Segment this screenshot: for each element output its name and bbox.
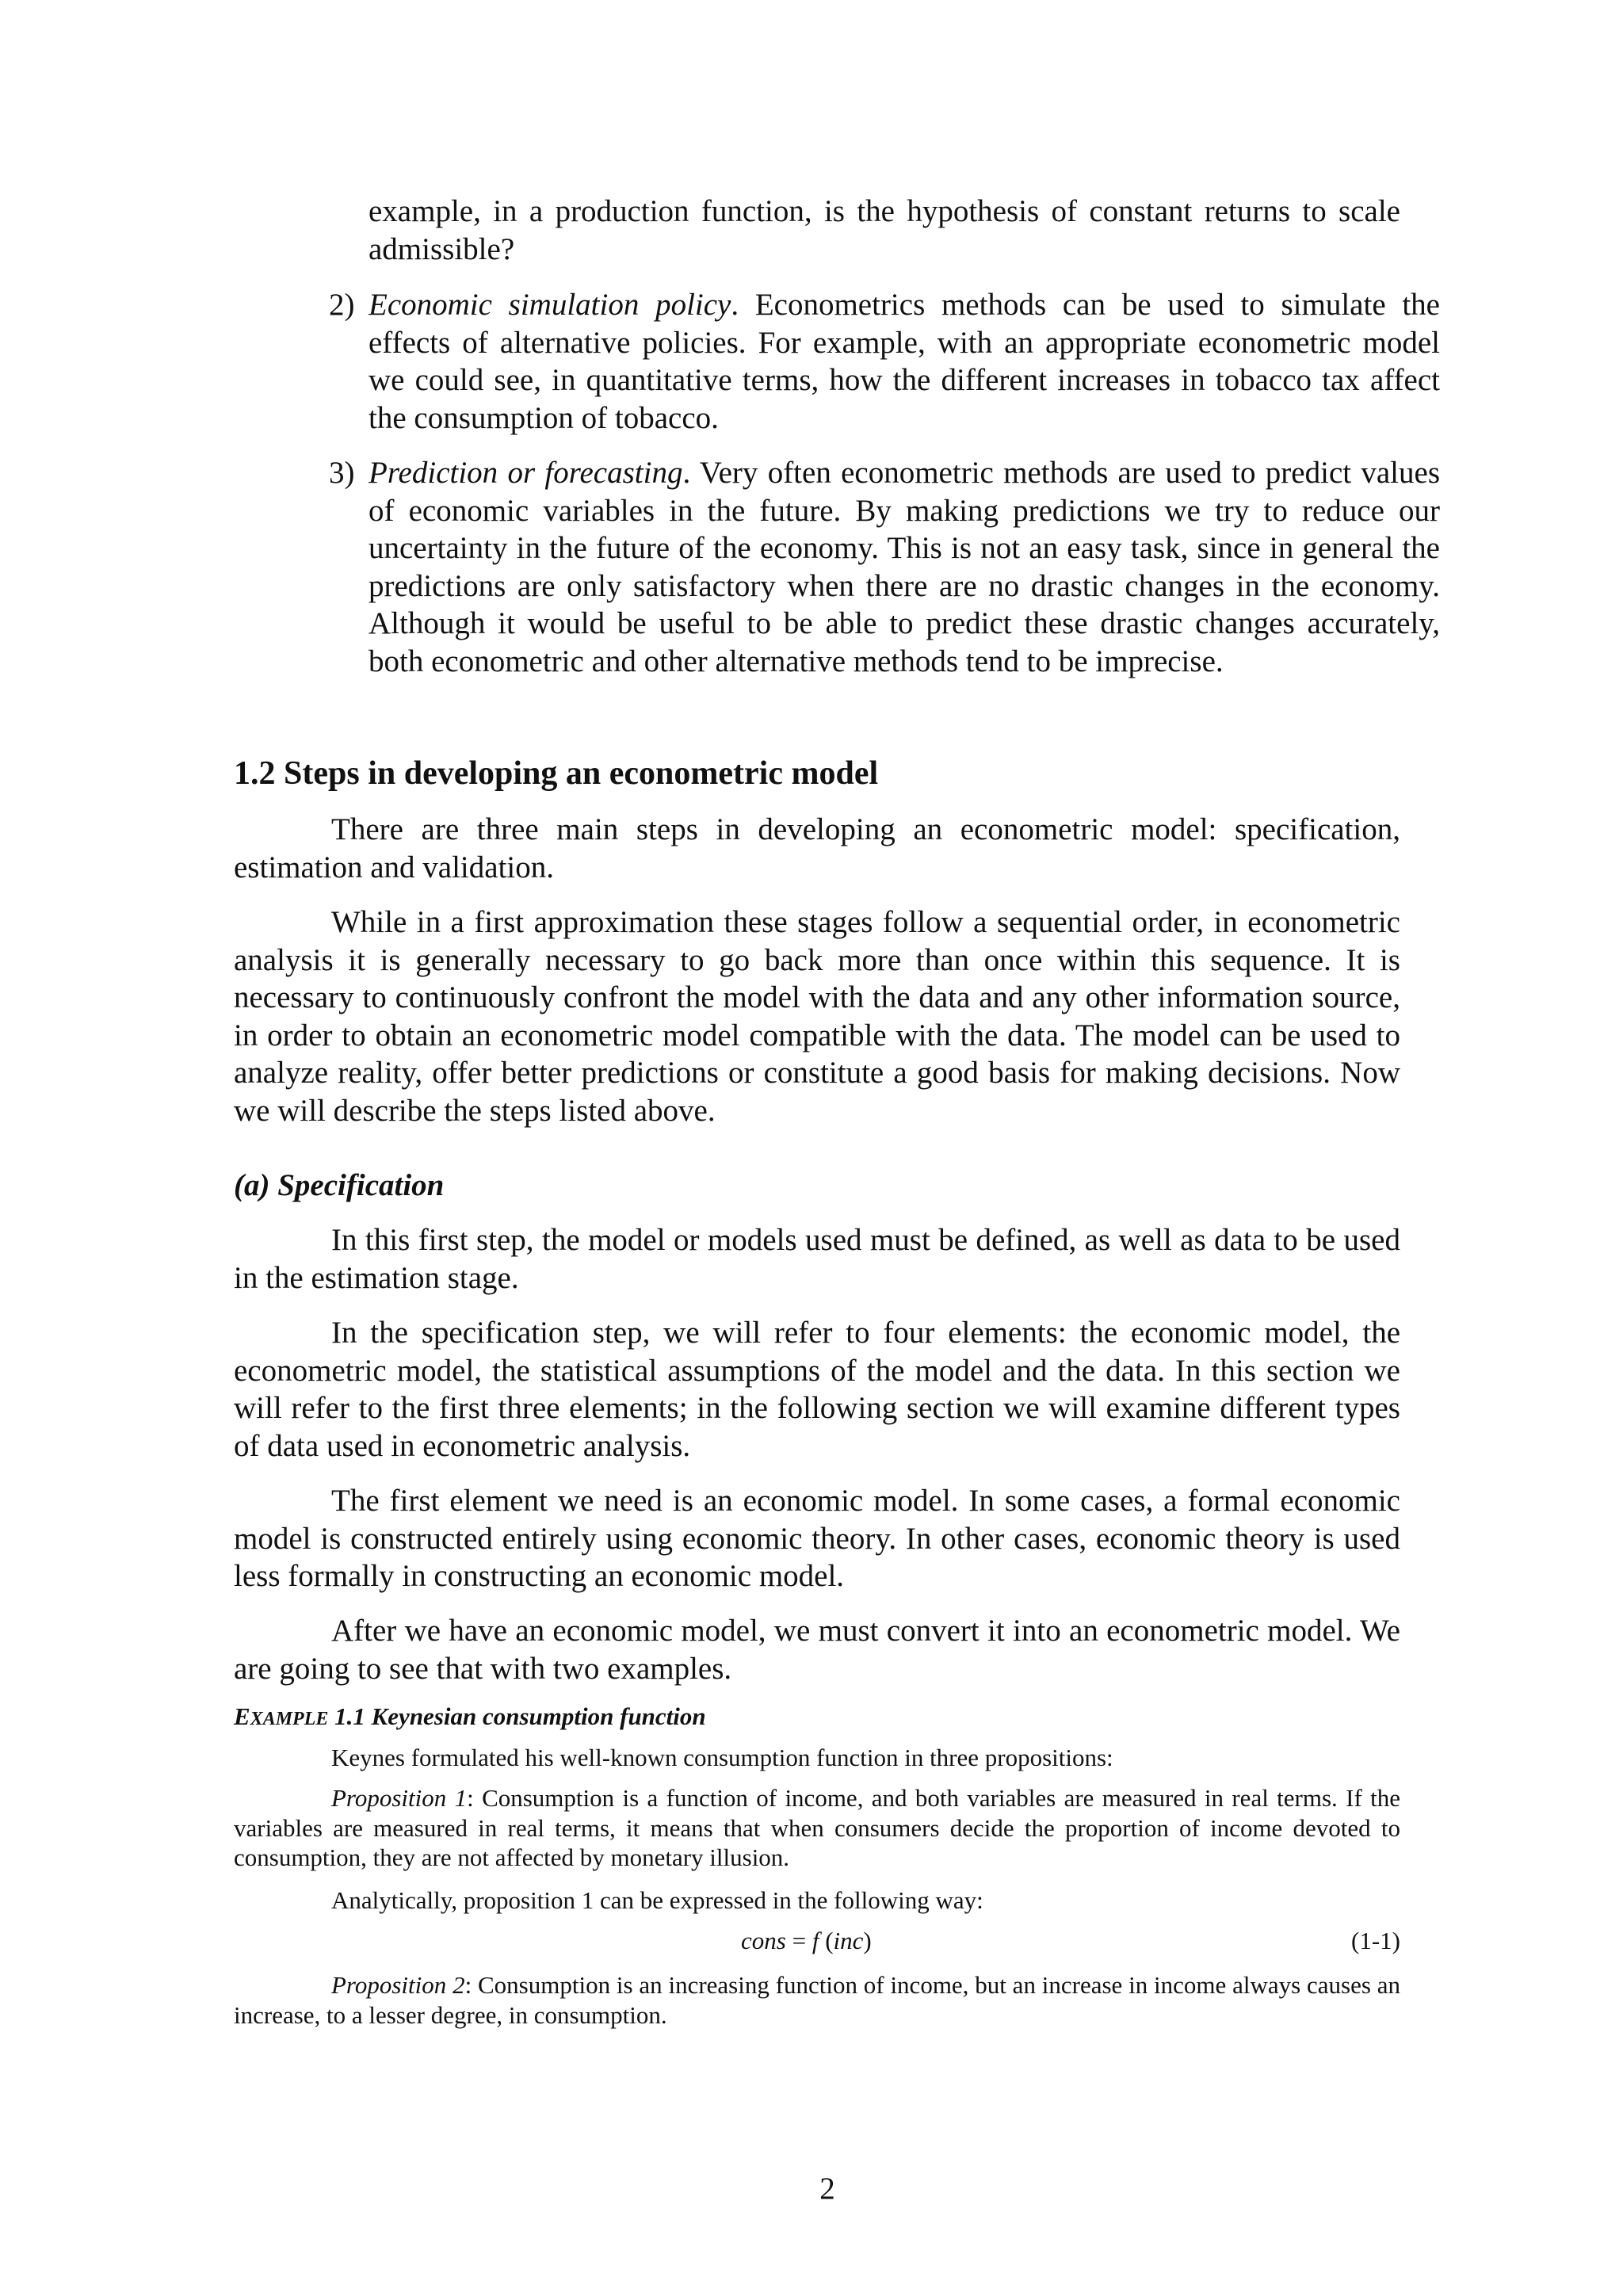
section-heading: 1.2 Steps in developing an econometric model <box>234 755 879 792</box>
subsection-heading: (a) Specification <box>234 1168 445 1202</box>
list-item-prediction <box>329 454 1440 680</box>
proposition-1 <box>234 1783 1400 1873</box>
proposition-text: : Consumption is a function of income, and both variables are measured in real terms. If the variables are measured in real terms, it means that when consumers decide the proportion of income devoted to consumption, they are not affected by monetary illusion. <box>234 1784 1400 1871</box>
equation-expression: cons = f (inc) <box>741 1927 872 1954</box>
list-item-title: Economic simulation policy <box>369 288 731 322</box>
paragraph: There are three main steps in developing an econometric model: specification, estimation and validation. <box>234 812 1400 884</box>
list-number: 2) <box>329 288 355 322</box>
analytic-intro: Analytically, proposition 1 can be expressed in the following way: <box>331 1886 983 1914</box>
list-item-title: Prediction or forecasting <box>369 456 683 490</box>
paragraph: In this first step, the model or models used must be defined, as well as data to be used in the estimation stage. <box>234 1223 1400 1295</box>
equation-1-1 <box>234 1926 1400 1955</box>
page-number: 2 <box>819 2172 835 2206</box>
example-title: EXAMPLE 1.1 Keynesian consumption function <box>234 1702 706 1730</box>
list-item-economic-simulation <box>329 286 1440 437</box>
proposition-label: Proposition 2 <box>331 1971 465 1999</box>
equation-number: (1-1) <box>1351 1927 1400 1954</box>
paragraph: After we have an economic model, we must convert it into an econometric model. We are going to see that with two examples. <box>234 1614 1400 1686</box>
list-item-text: . Econometrics methods can be used to simulate the effects of alternative policies. For example, with an appropriate econometric model we could see, in quantitative terms, how the different increases in tobacco tax affect the consumption of tobacco. <box>369 288 1440 435</box>
paragraph: In the specification step, we will refer to four elements: the economic model, the econometric model, the statistical assumptions of the model and the data. In this section we will refer to the first three elements; in the following section we will examine different types of data used in econometric analysis. <box>234 1316 1400 1463</box>
list-item-1-continuation: example, in a production function, is the hypothesis of constant returns to scale admissible? <box>369 194 1400 266</box>
list-item-text: . Very often econometric methods are used to predict values of economic variables in the future. By making predictions we try to reduce our uncertainty in the future of the economy. This is not an easy task, since in general the predictions are only satisfactory when there are no drastic changes in the economy. Although it would be useful to be able to predict these drastic changes accurately, both econometric and other alternative methods tend to be imprecise. <box>369 456 1440 678</box>
proposition-2 <box>234 1970 1400 2030</box>
example-intro: Keynes formulated his well-known consumption function in three propositions: <box>331 1744 1113 1771</box>
list-number: 3) <box>329 456 355 490</box>
paragraph: While in a first approximation these stages follow a sequential order, in econometric analysis it is generally necessary to go back more than once within this sequence. It is necessary to continuously confront the model with the data and any other information source, in order to obtain an econometric model compatible with the data. The model can be used to analyze reality, offer better predictions or constitute a good basis for making decisions. Now we will describe the steps listed above. <box>234 905 1400 1128</box>
proposition-text: : Consumption is an increasing function of income, but an increase in income always causes an increase, to a lesser degree, in consumption. <box>234 1971 1400 2029</box>
paragraph: The first element we need is an economic model. In some cases, a formal economic model is constructed entirely using economic theory. In other cases, economic theory is used less formally in constructing an economic model. <box>234 1484 1400 1593</box>
proposition-label: Proposition 1 <box>331 1784 468 1812</box>
